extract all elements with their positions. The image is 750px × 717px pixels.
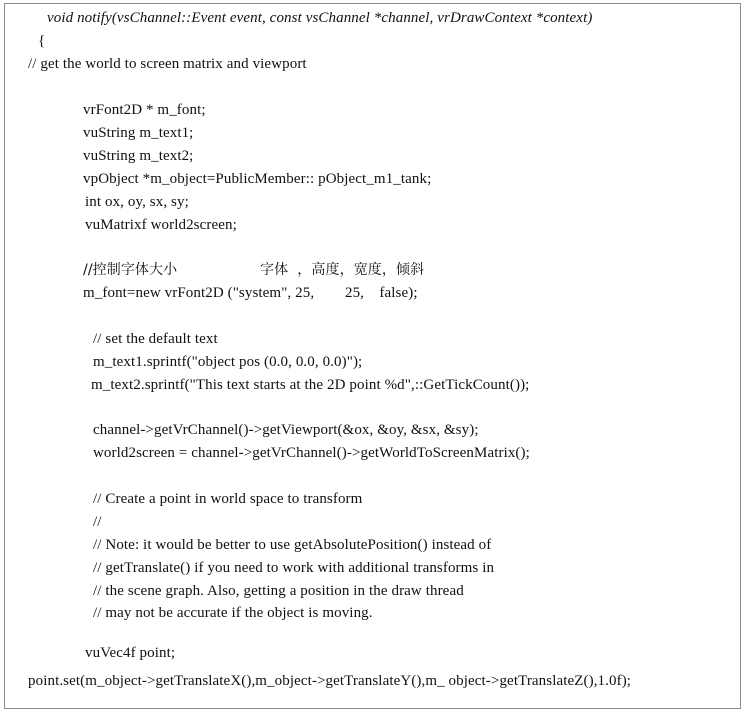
comment-blank: // xyxy=(93,514,102,530)
decl-font: vrFont2D * m_font; xyxy=(83,102,206,118)
comment-font-size: //控制字体大小 xyxy=(83,262,178,278)
open-brace: { xyxy=(38,33,46,49)
comment-note-line-1: // Note: it would be better to use getAbsolutePosition() instead of xyxy=(93,537,492,553)
decl-text1: vuString m_text1; xyxy=(83,125,194,141)
function-signature: void notify(vsChannel::Event event, const vsChannel *channel, vrDrawContext *context) xyxy=(47,10,593,26)
comment-default-text: // set the default text xyxy=(93,331,218,347)
decl-point: vuVec4f point; xyxy=(85,645,176,661)
comment-world-matrix: // get the world to screen matrix and viewport xyxy=(28,56,307,72)
comment-note-line-4: // may not be accurate if the object is moving. xyxy=(93,605,373,621)
text2-sprintf: m_text2.sprintf("This text starts at the 2D point %d",::GetTickCount()); xyxy=(91,377,530,393)
text1-sprintf: m_text1.sprintf("object pos (0.0, 0.0, 0.0)"); xyxy=(93,354,363,370)
comment-create-point: // Create a point in world space to transform xyxy=(93,491,363,507)
comment-note-line-2: // getTranslate() if you need to work with additional transforms in xyxy=(93,560,495,576)
comment-note-line-3: // the scene graph. Also, getting a position in the draw thread xyxy=(93,583,464,599)
decl-text2: vuString m_text2; xyxy=(83,148,194,164)
decl-ints: int ox, oy, sx, sy; xyxy=(85,194,189,210)
comment-font-params: 字体 ，高度，宽度，倾斜 xyxy=(260,262,425,278)
point-set-statement: point.set(m_object->getTranslateX(),m_object->getTranslateY(),m_ object->getTranslateZ(),1.0f); xyxy=(28,673,632,689)
decl-object: vpObject *m_object=PublicMember:: pObject_m1_tank; xyxy=(83,171,432,187)
get-viewport-statement: channel->getVrChannel()->getViewport(&ox, &oy, &sx, &sy); xyxy=(93,422,479,438)
get-matrix-statement: world2screen = channel->getVrChannel()->getWorldToScreenMatrix(); xyxy=(93,445,530,461)
font-new-statement: m_font=new vrFont2D ("system", 25, 25, false); xyxy=(83,285,418,301)
decl-matrix: vuMatrixf world2screen; xyxy=(85,217,237,233)
